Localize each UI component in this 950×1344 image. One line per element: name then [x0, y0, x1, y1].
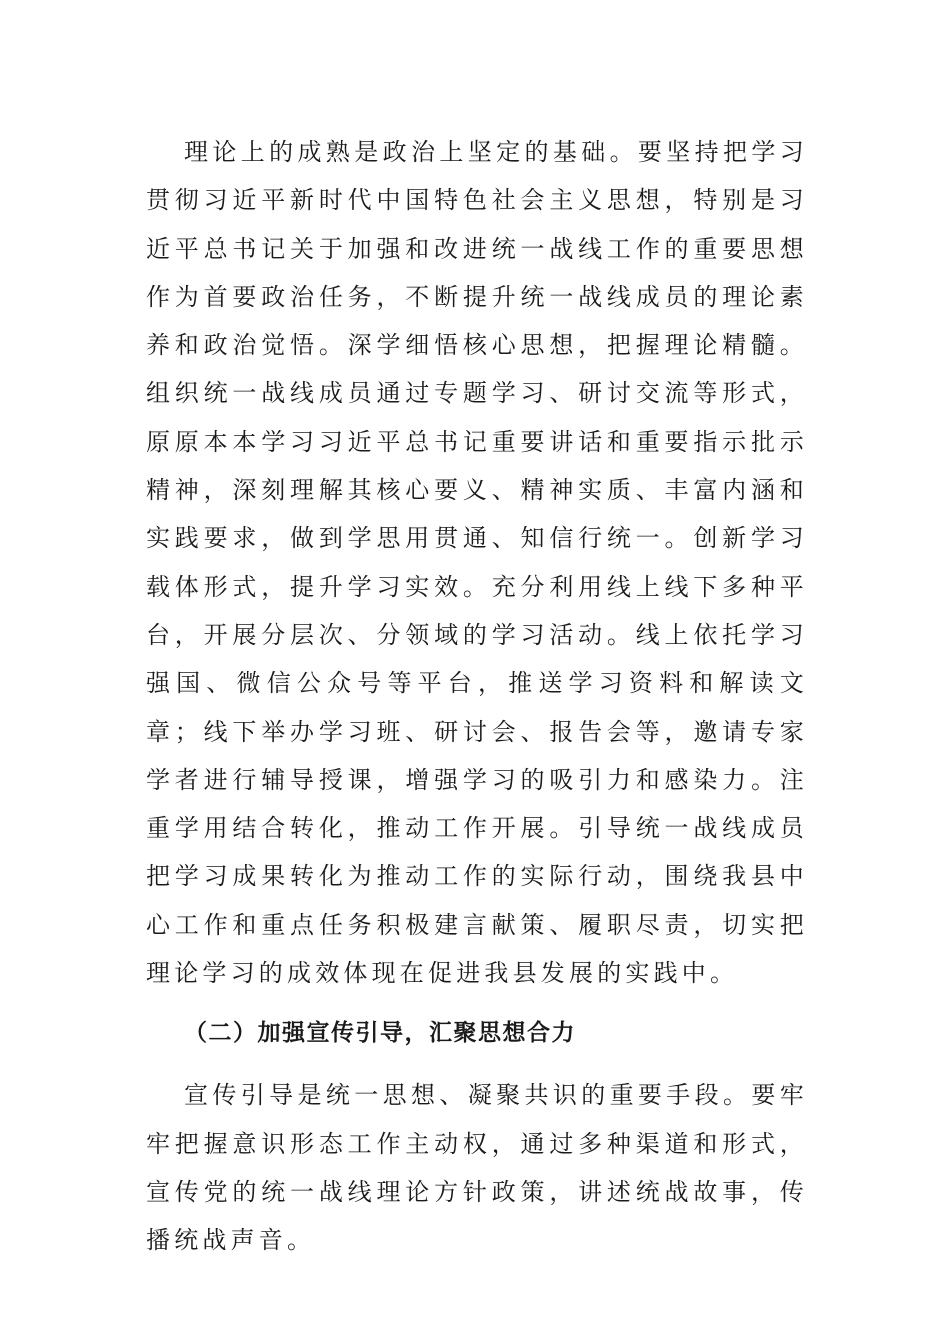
paragraph-propaganda: 宣传引导是统一思想、凝聚共识的重要手段。要牢牢把握意识形态工作主动权，通过多种渠道和形式，宣传党的统一战线理论方针政策，讲述统战故事，传播统战声音。: [146, 1081, 808, 1255]
document-body: [146, 128, 808, 1265]
paragraph-theory-study: 理论上的成熟是政治上坚定的基础。要坚持把学习贯彻习近平新时代中国特色社会主义思想，特别是习近平总书记关于加强和改进统一战线工作的重要思想作为首要政治任务，不断提升统一战线成员的理论素养和政治觉悟。深学细悟核心思想，把握理论精髓。组织统一战线成员通过专题学习、研讨交流等形式，原原本本学习习近平总书记重要讲话和重要指示批示精神，深刻理解其核心要义、精神实质、丰富内涵和实践要求，做到学思用贯通、知信行统一。创新学习载体形式，提升学习实效。充分利用线上线下多种平台，开展分层次、分领域的学习活动。线上依托学习强国、微信公众号等平台，推送学习资料和解读文章；线下举办学习班、研讨会、报告会等，邀请专家学者进行辅导授课，增强学习的吸引力和感染力。注重学用结合转化，推动工作开展。引导统一战线成员把学习成果转化为推动工作的实际行动，围绕我县中心工作和重点任务积极建言献策、履职尽责，切实把理论学习的成效体现在促进我县发展的实践中。: [146, 138, 808, 988]
section-heading: （二）加强宣传引导，汇聚思想合力: [184, 1020, 576, 1047]
